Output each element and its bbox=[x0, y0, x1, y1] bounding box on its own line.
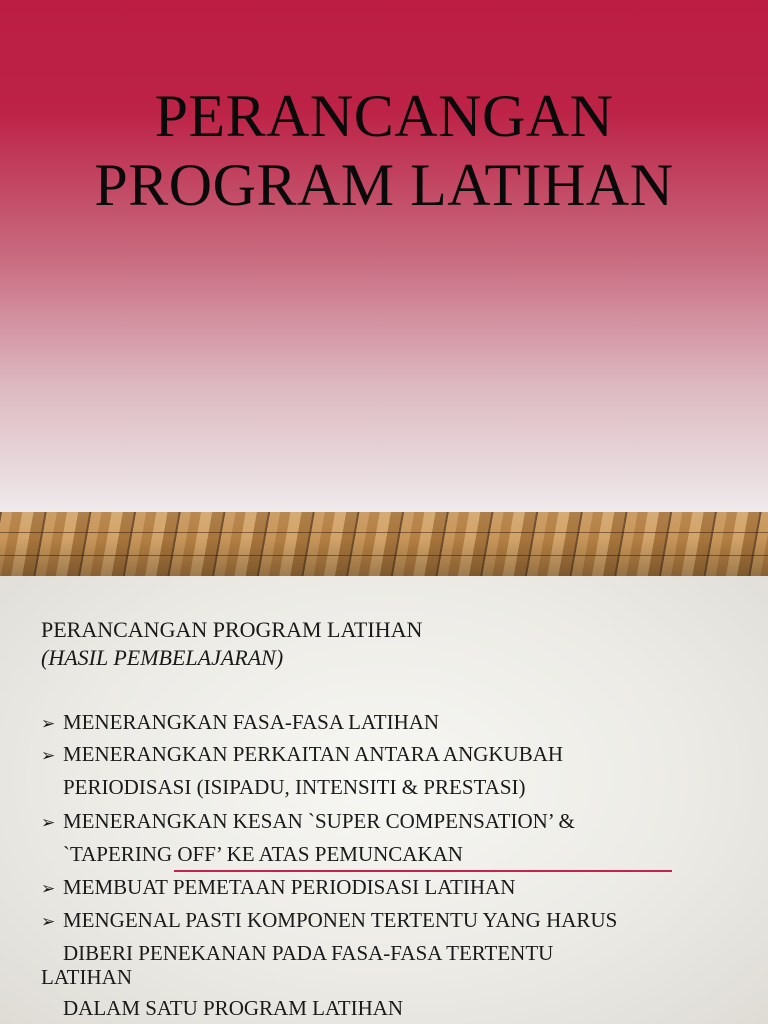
content-subheading: (HASIL PEMBELAJARAN) bbox=[41, 645, 284, 670]
list-item: ➢ MENGENAL PASTI KOMPONEN TERTENTU YANG HARUS bbox=[41, 907, 617, 936]
arrowhead-bullet-icon: ➢ bbox=[41, 714, 56, 734]
arrowhead-bullet-icon: ➢ bbox=[41, 879, 56, 899]
slide-title-line-1: PERANCANGAN bbox=[154, 83, 614, 149]
arrowhead-bullet-icon: ➢ bbox=[41, 813, 56, 833]
list-item: ➢ MENERANGKAN PERKAITAN ANTARA ANGKUBAH bbox=[41, 741, 563, 770]
floor-plank-seam bbox=[0, 555, 768, 556]
list-item-continuation: LATIHAN bbox=[41, 965, 132, 989]
list-item-continuation: DALAM SATU PROGRAM LATIHAN bbox=[63, 996, 404, 1020]
accent-underline bbox=[174, 870, 672, 872]
list-item-continuation: DIBERI PENEKANAN PADA FASA-FASA TERTENTU bbox=[63, 941, 554, 965]
arrowhead-bullet-icon: ➢ bbox=[41, 912, 56, 932]
list-item: ➢ MENERANGKAN KESAN `SUPER COMPENSATION’ & bbox=[41, 808, 575, 837]
slide-title-line-2: PROGRAM LATIHAN bbox=[94, 152, 674, 218]
arrowhead-bullet-icon: ➢ bbox=[41, 746, 56, 766]
list-item-continuation: PERIODISASI (ISIPADU, INTENSITI & PRESTASI) bbox=[63, 775, 526, 799]
wood-floor-decoration bbox=[0, 512, 768, 576]
content-slide bbox=[0, 576, 768, 1024]
slide-title bbox=[0, 82, 768, 220]
floor-plank-seam bbox=[0, 532, 768, 533]
list-item: ➢ MEMBUAT PEMETAAN PERIODISASI LATIHAN bbox=[41, 874, 515, 903]
list-item-continuation: `TAPERING OFF’ KE ATAS PEMUNCAKAN bbox=[63, 842, 463, 866]
list-item: ➢ MENERANGKAN FASA-FASA LATIHAN bbox=[41, 709, 439, 738]
content-heading: PERANCANGAN PROGRAM LATIHAN bbox=[41, 617, 423, 642]
